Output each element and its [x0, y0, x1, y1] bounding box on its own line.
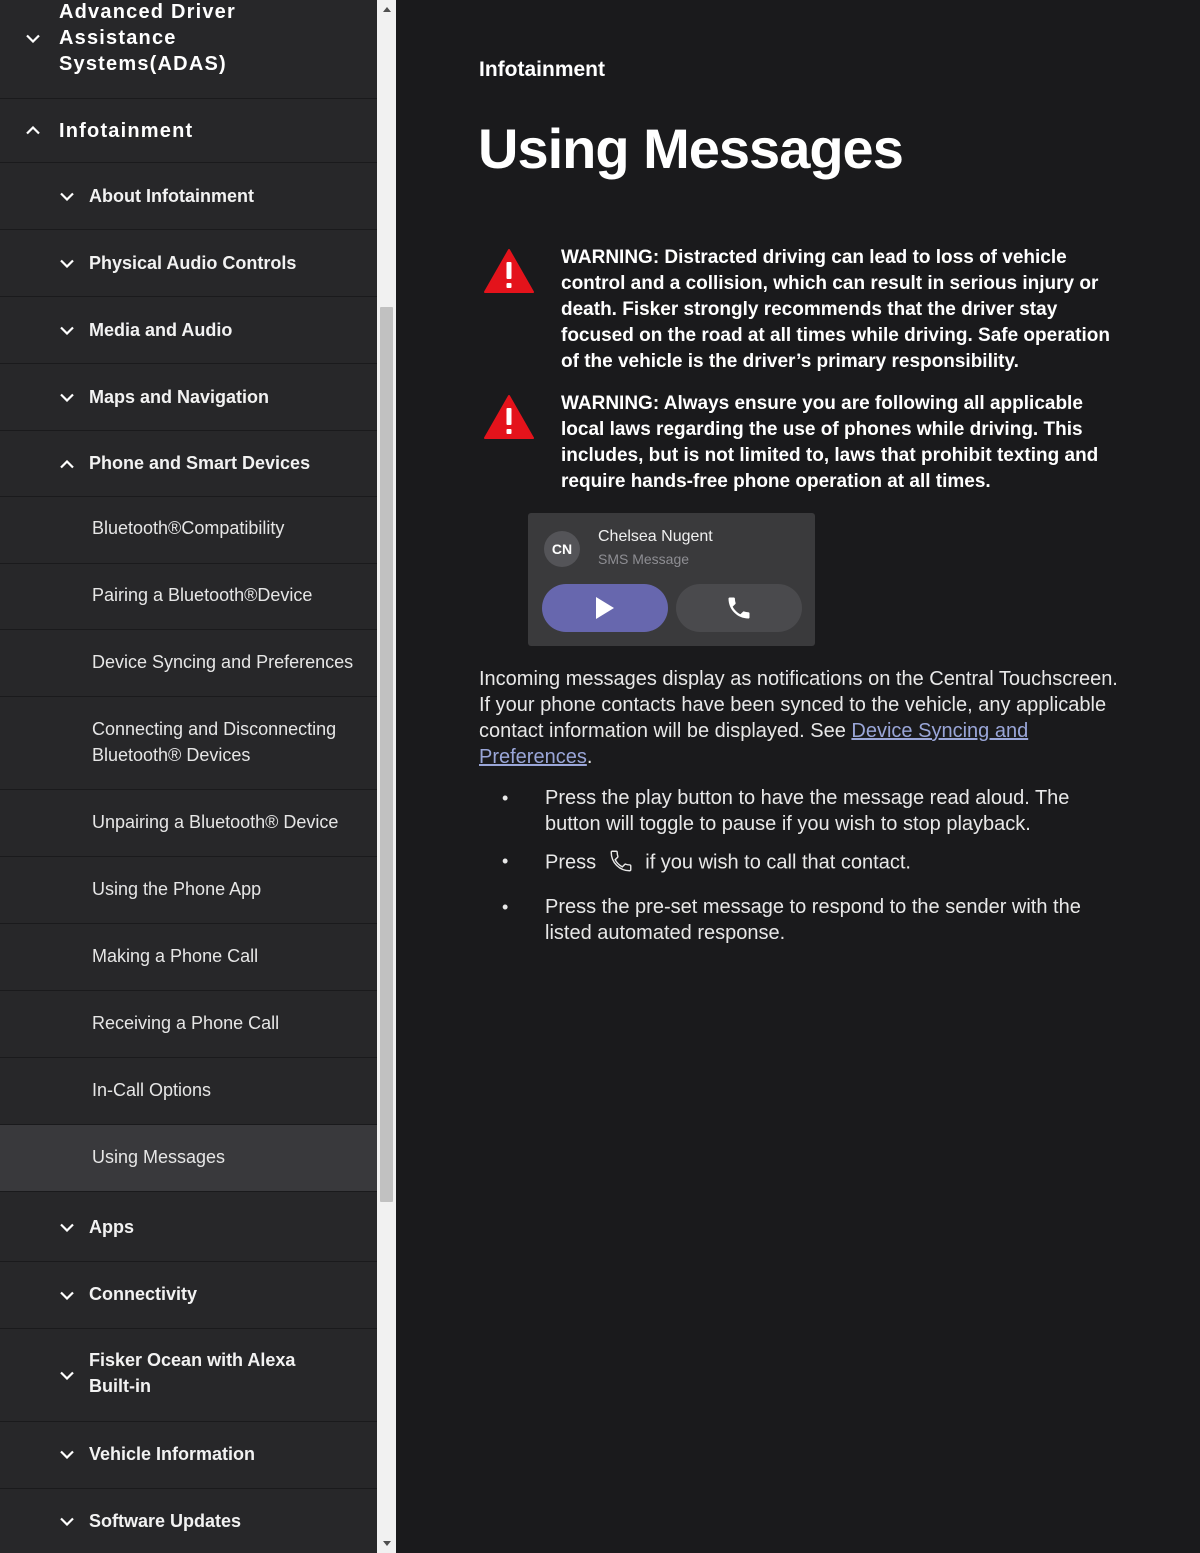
sidebar-page-device-syncing[interactable] — [0, 630, 377, 697]
sidebar-item-phone-and-smart-devices[interactable] — [0, 431, 377, 497]
chevron-down-icon — [57, 1217, 77, 1237]
scroll-down-arrow-icon[interactable] — [377, 1534, 396, 1553]
scrollbar-thumb[interactable] — [380, 307, 393, 1202]
sidebar-nav — [0, 0, 377, 1553]
sidebar-item-fisker-alexa[interactable] — [0, 1329, 377, 1422]
sidebar-item-apps[interactable] — [0, 1194, 377, 1262]
sidebar-page-using-phone-app[interactable] — [0, 857, 377, 924]
chevron-down-icon — [57, 1444, 77, 1464]
sidebar-item-software-updates[interactable] — [0, 1489, 377, 1553]
list-item-text: Press the pre-set message to respond to the sender with the listed automated response. — [545, 896, 1081, 944]
sidebar-page-bluetooth-compatibility[interactable] — [0, 497, 377, 564]
sidebar-page-making-phone-call[interactable] — [0, 924, 377, 991]
sidebar-item-label: About Infotainment — [89, 186, 254, 206]
chevron-down-icon — [57, 1285, 77, 1305]
list-item-text: if you wish to call that contact. — [645, 851, 911, 874]
list-item-text: Press the play button to have the message read aloud. The button will toggle to pause if you wish to stop playback. — [545, 787, 1070, 835]
sidebar-page-unpairing-bluetooth[interactable] — [0, 790, 377, 857]
sidebar-item-media-and-audio[interactable] — [0, 297, 377, 364]
sidebar-item-physical-audio-controls[interactable] — [0, 230, 377, 297]
sidebar-page-connecting-disconnecting[interactable] — [0, 697, 377, 790]
sidebar-item-connectivity[interactable] — [0, 1262, 377, 1329]
sidebar-item-label: Physical Audio Controls — [89, 253, 297, 273]
sidebar-page-label: Pairing a Bluetooth®Device — [92, 585, 313, 605]
bullet-dot: • — [502, 788, 509, 808]
sidebar-item-label: Maps and Navigation — [89, 387, 270, 407]
warning-triangle-icon — [484, 248, 534, 294]
phone-icon — [725, 594, 753, 622]
contact-name: Chelsea Nugent — [598, 528, 713, 545]
chevron-down-icon — [57, 1511, 77, 1531]
chevron-up-icon — [23, 120, 43, 140]
breadcrumb[interactable]: Infotainment — [479, 58, 605, 81]
sms-notification-illustration — [528, 513, 815, 646]
warning-triangle-icon — [484, 394, 534, 440]
sidebar-scrollbar[interactable] — [377, 0, 396, 1553]
sidebar-section-label: Advanced Driver Assistance Systems(ADAS) — [59, 1, 236, 75]
sidebar-item-label: Software Updates — [89, 1511, 242, 1531]
sidebar-item-label: Fisker Ocean with Alexa Built-in — [89, 1350, 296, 1396]
sidebar-page-label: Using the Phone App — [92, 879, 262, 899]
warning-text: WARNING: Always ensure you are following all applicable local laws regarding the use of phones while driving. This includes, but is not limited to, laws that prohibit texting and require hands-free phone operation at all times. — [561, 393, 1099, 492]
sidebar-section-infotainment[interactable] — [0, 99, 377, 163]
sidebar-item-about-infotainment[interactable] — [0, 163, 377, 230]
sidebar-page-label: Bluetooth®Compatibility — [92, 518, 285, 538]
sidebar-item-label: Media and Audio — [89, 320, 233, 340]
body-paragraph — [479, 666, 1129, 770]
chevron-down-icon — [57, 387, 77, 407]
call-button — [676, 584, 802, 632]
chevron-down-icon — [57, 253, 77, 273]
sidebar-page-in-call-options[interactable] — [0, 1058, 377, 1125]
sidebar-section-adas[interactable] — [0, 0, 377, 99]
sidebar-page-label: Receiving a Phone Call — [92, 1013, 280, 1033]
phone-icon — [608, 848, 634, 874]
sidebar-page-label: Connecting and Disconnecting Bluetooth® Devices — [92, 719, 337, 765]
main-content — [396, 0, 1200, 1553]
play-button — [542, 584, 668, 632]
list-item — [479, 848, 1119, 878]
device-syncing-link[interactable]: Device Syncing and Preferences — [479, 720, 1029, 768]
sidebar-page-label: Device Syncing and Preferences — [92, 652, 354, 672]
chevron-up-icon — [57, 454, 77, 474]
paragraph-end: . — [586, 746, 593, 768]
chevron-down-icon — [23, 28, 43, 48]
instruction-list — [479, 785, 1119, 957]
chevron-down-icon — [57, 186, 77, 206]
sidebar-page-receiving-phone-call[interactable] — [0, 991, 377, 1058]
sidebar-page-label: Unpairing a Bluetooth® Device — [92, 812, 339, 832]
notification-subtitle: SMS Message — [598, 551, 690, 567]
list-item — [479, 894, 1119, 946]
sidebar-item-label: Vehicle Information — [89, 1444, 256, 1464]
sidebar-item-label: Connectivity — [89, 1284, 198, 1304]
bullet-dot: • — [502, 851, 509, 871]
warning-text: WARNING: Distracted driving can lead to loss of vehicle control and a collision, which can result in serious injury or death. Fisker strongly recommends that the driver stay focused on the road at all times while driving. Safe operation of the vehicle is the driver’s primary responsibility. — [561, 247, 1110, 372]
sidebar-page-label: Making a Phone Call — [92, 946, 259, 966]
sidebar-page-label: Using Messages — [92, 1147, 226, 1167]
sidebar-page-label: In-Call Options — [92, 1080, 212, 1100]
sidebar-page-pairing-bluetooth[interactable] — [0, 564, 377, 630]
sidebar-item-label: Phone and Smart Devices — [89, 453, 311, 473]
warning-block — [484, 245, 1144, 375]
scroll-up-arrow-icon[interactable] — [377, 0, 396, 19]
sidebar-page-using-messages[interactable] — [0, 1125, 377, 1192]
paragraph-text: Incoming messages display as notifications on the Central Touchscreen. If your phone contacts have been synced to the vehicle, any applicable contact information will be displayed. See — [479, 668, 1118, 742]
play-icon — [595, 596, 615, 620]
sidebar-item-vehicle-information[interactable] — [0, 1422, 377, 1489]
list-item-text: Press — [545, 851, 597, 874]
warning-block — [484, 391, 1144, 496]
bullet-dot: • — [502, 897, 509, 917]
list-item — [479, 785, 1119, 837]
sidebar-item-maps-and-navigation[interactable] — [0, 364, 377, 431]
chevron-down-icon — [57, 320, 77, 340]
sidebar-item-label: Apps — [89, 1217, 134, 1237]
chevron-down-icon — [57, 1365, 77, 1385]
sidebar-section-label: Infotainment — [59, 120, 194, 142]
page-title: Using Messages — [478, 117, 903, 180]
avatar: CN — [544, 531, 580, 567]
